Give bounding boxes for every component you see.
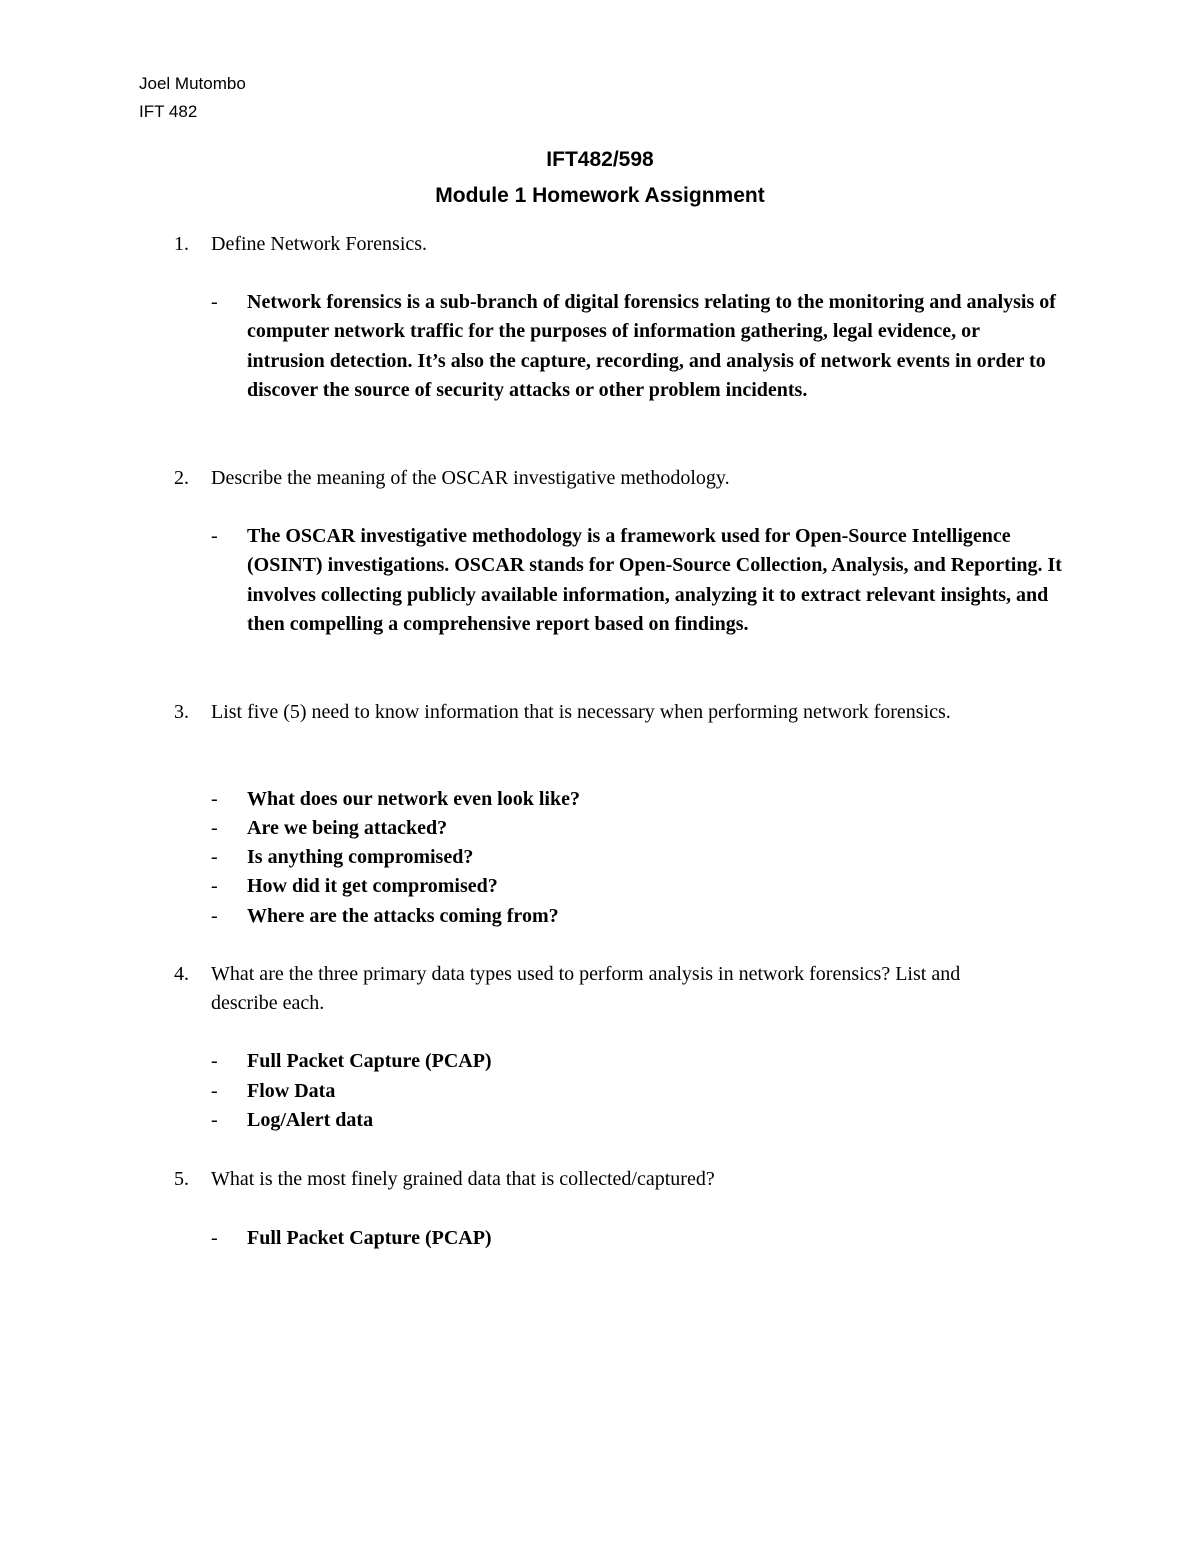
question-text: Define Network Forensics.: [211, 233, 428, 255]
bullet-dash: -: [211, 905, 218, 927]
answer-text: Full Packet Capture (PCAP): [247, 1227, 492, 1249]
answer-text: Where are the attacks coming from?: [247, 905, 559, 927]
question-number: 2.: [174, 467, 189, 489]
bullet-dash: -: [211, 291, 218, 313]
question-number: 3.: [174, 701, 189, 723]
question-number: 4.: [174, 963, 189, 985]
course-code: IFT 482: [139, 102, 198, 121]
document-title-code: IFT482/598: [546, 148, 654, 171]
answer-text: Is anything compromised?: [247, 846, 474, 868]
question-text: What is the most finely grained data that is collected/captured?: [211, 1168, 715, 1190]
question-number: 1.: [174, 233, 189, 255]
bullet-dash: -: [211, 846, 218, 868]
answer-text: The OSCAR investigative methodology is a framework used for Open-Source Intelligence (OSINT) investigations. OSCAR stands for Open-Source Collection, Analysis, and Reporting. It involves collecting publicly available information, analyzing it to extract relevant insights, and then compelling a comprehensive report based on findings.: [247, 525, 1062, 635]
document-title: Module 1 Homework Assignment: [435, 184, 765, 207]
answer-text: Network forensics is a sub-branch of digital forensics relating to the monitoring and analysis of computer network traffic for the purposes of information gathering, legal evidence, or intrusion detection. It’s also the capture, recording, and analysis of network events in order to discover the source of security attacks or other problem incidents.: [247, 291, 1056, 401]
question-text: List five (5) need to know information that is necessary when performing network forensics.: [211, 701, 951, 723]
bullet-dash: -: [211, 817, 218, 839]
question-text: Describe the meaning of the OSCAR investigative methodology.: [211, 467, 730, 489]
bullet-dash: -: [211, 1109, 218, 1131]
answer-text: Flow Data: [247, 1080, 336, 1102]
author-name: Joel Mutombo: [139, 74, 246, 93]
bullet-dash: -: [211, 875, 218, 897]
bullet-dash: -: [211, 1080, 218, 1102]
question-text: What are the three primary data types used to perform analysis in network forensics? List and describe each.: [211, 963, 961, 1014]
answer-text: Full Packet Capture (PCAP): [247, 1050, 492, 1072]
bullet-dash: -: [211, 1050, 218, 1072]
question-number: 5.: [174, 1168, 189, 1190]
answer-text: Log/Alert data: [247, 1109, 374, 1131]
answer-text: Are we being attacked?: [247, 817, 448, 839]
answer-text: What does our network even look like?: [247, 788, 580, 810]
answer-text: How did it get compromised?: [247, 875, 498, 897]
bullet-dash: -: [211, 788, 218, 810]
bullet-dash: -: [211, 1227, 218, 1249]
bullet-dash: -: [211, 525, 218, 547]
